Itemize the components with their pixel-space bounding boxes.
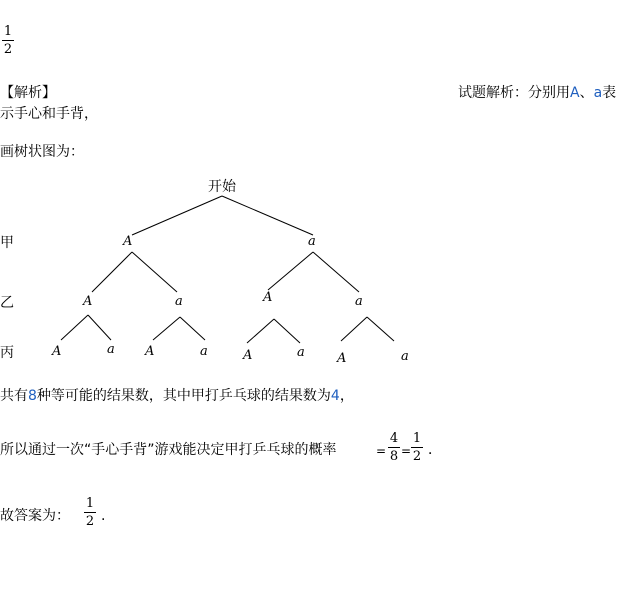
answer-label: 故答案为： xyxy=(0,508,70,524)
fraction-2-numerator: 1 xyxy=(412,431,422,446)
probability-fraction-1 xyxy=(388,432,400,463)
result-end: ， xyxy=(339,388,354,404)
tree-node-l3: A xyxy=(145,344,155,359)
tree-node-l1: a xyxy=(308,234,316,249)
probability-text: 所以通过一次“手心手背”游戏能决定甲打乒乓球的概率 xyxy=(0,442,337,458)
symbol-A: A xyxy=(570,85,580,101)
probability-fraction-2 xyxy=(411,432,423,463)
answer-end: . xyxy=(101,508,106,524)
analysis-line-2: 示手心和手背， xyxy=(0,106,98,122)
fraction-bar xyxy=(411,447,423,448)
separator: 、 xyxy=(579,85,594,101)
tree-node-l3: A xyxy=(243,348,253,363)
analysis-line-3: 画树状图为： xyxy=(0,144,84,160)
fraction-bar xyxy=(388,447,400,448)
tree-node-l3: A xyxy=(52,344,62,359)
fraction-bar xyxy=(84,512,96,513)
symbol-a: a xyxy=(593,85,603,101)
tree-node-l3: A xyxy=(337,351,347,366)
tree-node-l2: a xyxy=(355,294,363,309)
tree-node-l3: a xyxy=(401,349,409,364)
answer-denominator: 2 xyxy=(85,514,95,529)
equals-sign: = xyxy=(401,444,412,458)
tree-node-l1: A xyxy=(123,234,133,249)
tree-root: 开始 xyxy=(208,179,236,195)
answer-fraction xyxy=(84,497,96,528)
row-label-bing: 丙 xyxy=(0,345,14,361)
fraction-1-numerator: 4 xyxy=(389,431,399,446)
top-answer-numerator: 1 xyxy=(3,24,13,39)
fraction-2-denominator: 2 xyxy=(412,449,422,464)
probability-end: ． xyxy=(428,442,442,458)
row-label-yi: 乙 xyxy=(0,295,14,311)
result-favorable: 4 xyxy=(330,388,340,404)
tree-node-l3: a xyxy=(200,344,208,359)
tree-node-l2: a xyxy=(175,294,183,309)
result-line xyxy=(0,389,354,403)
top-answer-denominator: 2 xyxy=(3,42,13,57)
row-label-jia: 甲 xyxy=(0,235,14,251)
analysis-label: 【解析】 xyxy=(0,85,56,101)
answer-numerator: 1 xyxy=(85,496,95,511)
result-mid: 种等可能的结果数，其中甲打乒乓球的结果数为 xyxy=(36,388,331,404)
analysis-intro-text: 试题解析：分别用 xyxy=(458,85,570,101)
tree-node-l3: a xyxy=(107,342,115,357)
tree-node-l2: A xyxy=(263,290,273,305)
equals-sign: = xyxy=(376,444,387,458)
result-total: 8 xyxy=(28,388,37,404)
fraction-1-denominator: 8 xyxy=(389,449,399,464)
tree-node-l3: a xyxy=(297,345,305,360)
result-pre: 共有 xyxy=(0,388,28,404)
analysis-intro-end: 表 xyxy=(602,85,617,101)
tree-node-l2: A xyxy=(83,294,93,309)
